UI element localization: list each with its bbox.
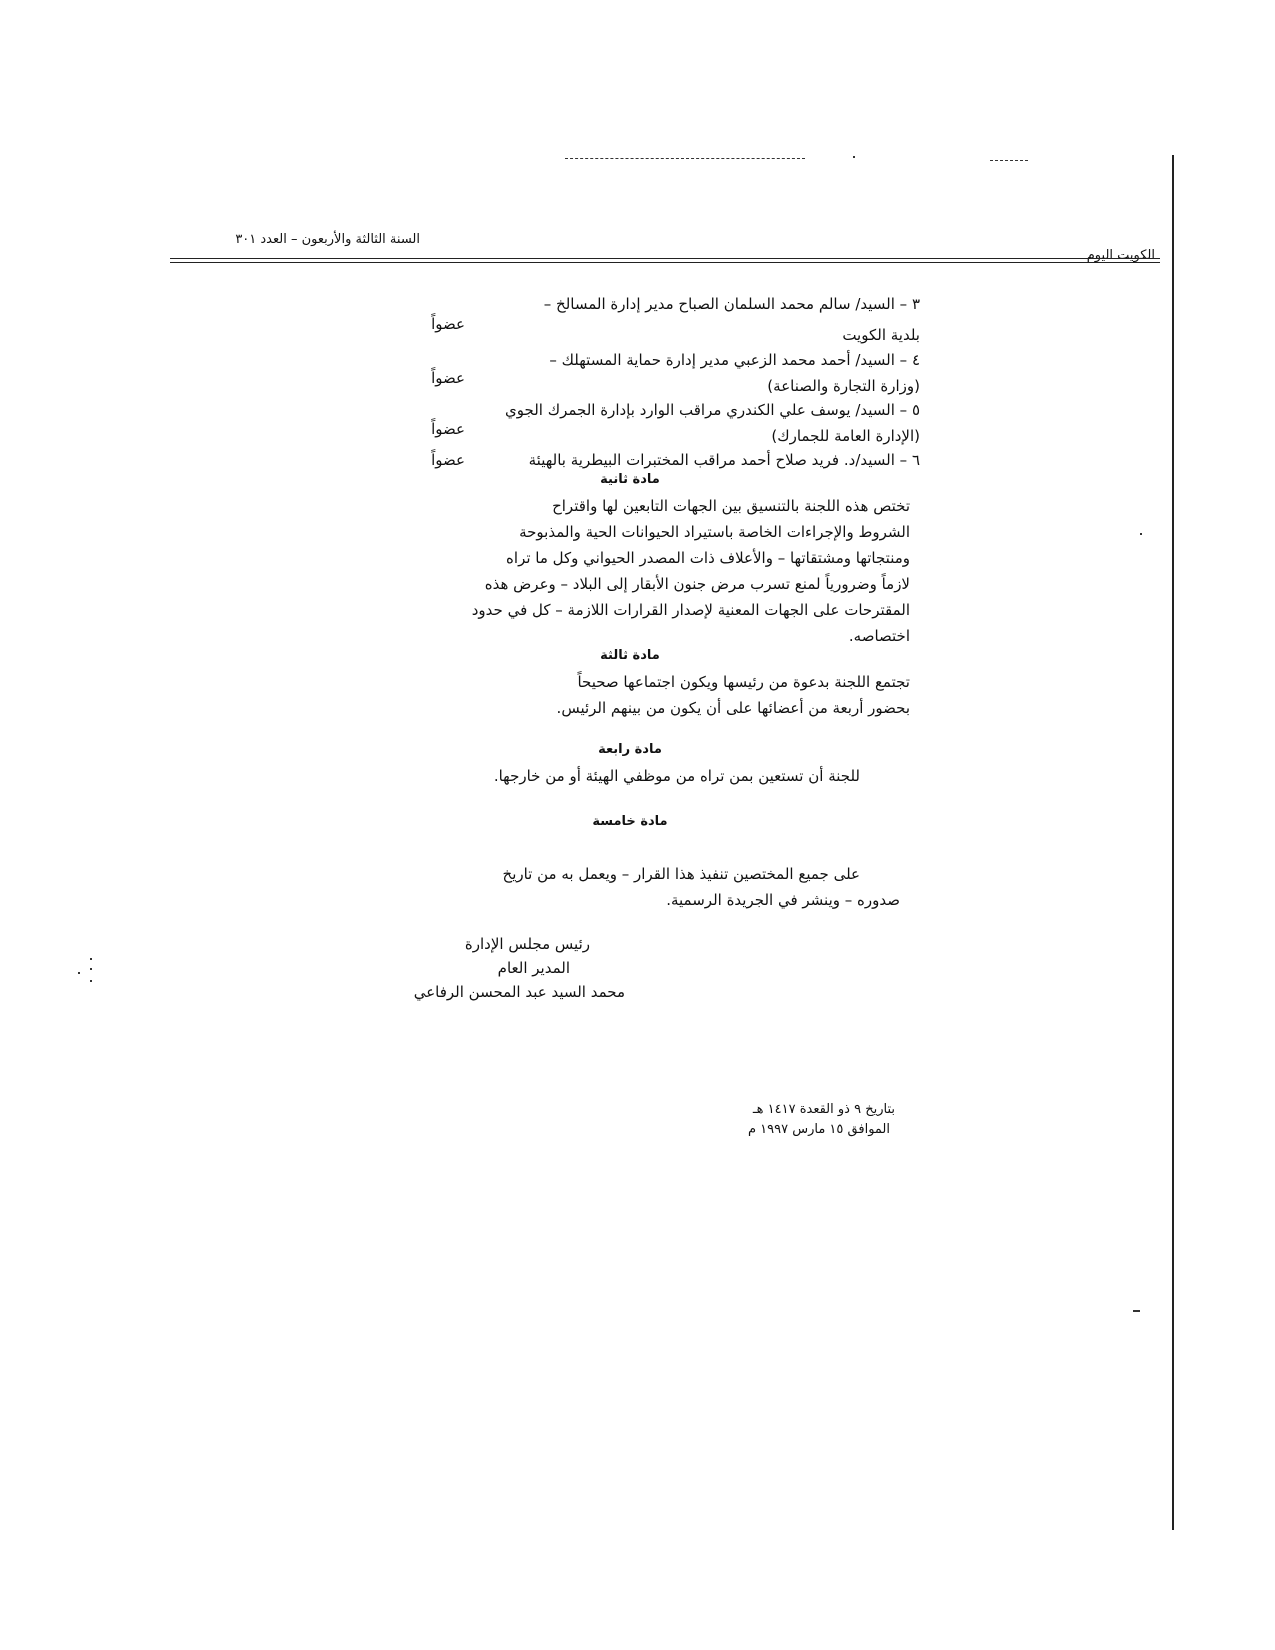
- date-gregorian: الموافق ١٥ مارس ١٩٩٧ م: [747, 1122, 890, 1137]
- issue-line: السنة الثالثة والأربعون – العدد ٣٠١: [235, 232, 420, 247]
- article-2-line: المقترحات على الجهات المعنية لإصدار القرارات اللازمة – كل في حدود: [471, 601, 910, 619]
- member-6-role: عضواً: [431, 451, 465, 469]
- article-2-line: ومنتجاتها ومشتقاتها – والأعلاف ذات المصدر الحيواني وكل ما تراه: [506, 549, 910, 567]
- scan-artifact-line: [565, 158, 805, 159]
- member-4-line1: ٤ – السيد/ أحمد محمد الزعبي مدير إدارة حماية المستهلك –: [549, 351, 920, 369]
- scan-artifact-dot: [1140, 533, 1142, 535]
- article-3-heading: مادة ثالثة: [600, 648, 660, 663]
- scan-artifact-dash: [1133, 1310, 1140, 1312]
- article-2-line: تختص هذه اللجنة بالتنسيق بين الجهات التابعين لها واقتراح: [552, 497, 910, 515]
- member-5-role: عضواً: [431, 420, 465, 438]
- article-2-line: اختصاصه.: [848, 627, 910, 645]
- signature-title-2: المدير العام: [497, 959, 570, 977]
- scan-artifact-line: [990, 160, 1028, 161]
- member-3-role: عضواً: [431, 315, 465, 333]
- scan-artifact-dot: [90, 968, 92, 970]
- header-rule: [170, 262, 1160, 263]
- article-2-line: لازماً وضرورياً لمنع تسرب مرض جنون الأبقار إلى البلاد – وعرض هذه: [484, 575, 910, 593]
- scan-artifact-dot: [90, 980, 92, 982]
- article-2-line: الشروط والإجراءات الخاصة باستيراد الحيوانات الحية والمذبوحة: [519, 523, 910, 541]
- article-5-line: صدوره – وينشر في الجريدة الرسمية.: [666, 891, 900, 909]
- article-4-line: للجنة أن تستعين بمن تراه من موظفي الهيئة أو من خارجها.: [493, 767, 860, 785]
- member-6-line1: ٦ – السيد/د. فريد صلاح أحمد مراقب المختبرات البيطرية بالهيئة: [528, 451, 920, 469]
- publication-title: الكويت اليوم: [1086, 248, 1155, 263]
- member-3-line1: ٣ – السيد/ سالم محمد السلمان الصباح مدير إدارة المسالخ –: [543, 295, 920, 313]
- signature-name: محمد السيد عبد المحسن الرفاعي: [413, 983, 625, 1001]
- member-4-role: عضواً: [431, 369, 465, 387]
- article-3-line: تجتمع اللجنة بدعوة من رئيسها ويكون اجتماعها صحيحاً: [577, 673, 910, 691]
- member-3-line2: بلدية الكويت: [842, 326, 920, 344]
- signature-title-1: رئيس مجلس الإدارة: [464, 935, 590, 953]
- page-border-right: [1172, 155, 1174, 1530]
- member-4-line2: (وزارة التجارة والصناعة): [767, 377, 920, 395]
- article-2-heading: مادة ثانية: [600, 472, 660, 487]
- scan-artifact-dot: [90, 958, 92, 960]
- article-5-heading: مادة خامسة: [592, 814, 668, 829]
- member-5-line1: ٥ – السيد/ يوسف علي الكندري مراقب الوارد بإدارة الجمرك الجوي: [505, 401, 920, 419]
- article-3-line: بحضور أربعة من أعضائها على أن يكون من بينهم الرئيس.: [556, 699, 910, 717]
- scan-artifact-dot: [853, 156, 855, 158]
- scan-artifact-dot: [78, 972, 80, 974]
- date-hijri: بتاريخ ٩ ذو القعدة ١٤١٧ هـ: [752, 1102, 895, 1117]
- member-5-line2: (الإدارة العامة للجمارك): [771, 427, 920, 445]
- header-rule: [170, 258, 1160, 259]
- article-5-line: على جميع المختصين تنفيذ هذا القرار – ويعمل به من تاريخ: [502, 865, 860, 883]
- article-4-heading: مادة رابعة: [598, 742, 662, 757]
